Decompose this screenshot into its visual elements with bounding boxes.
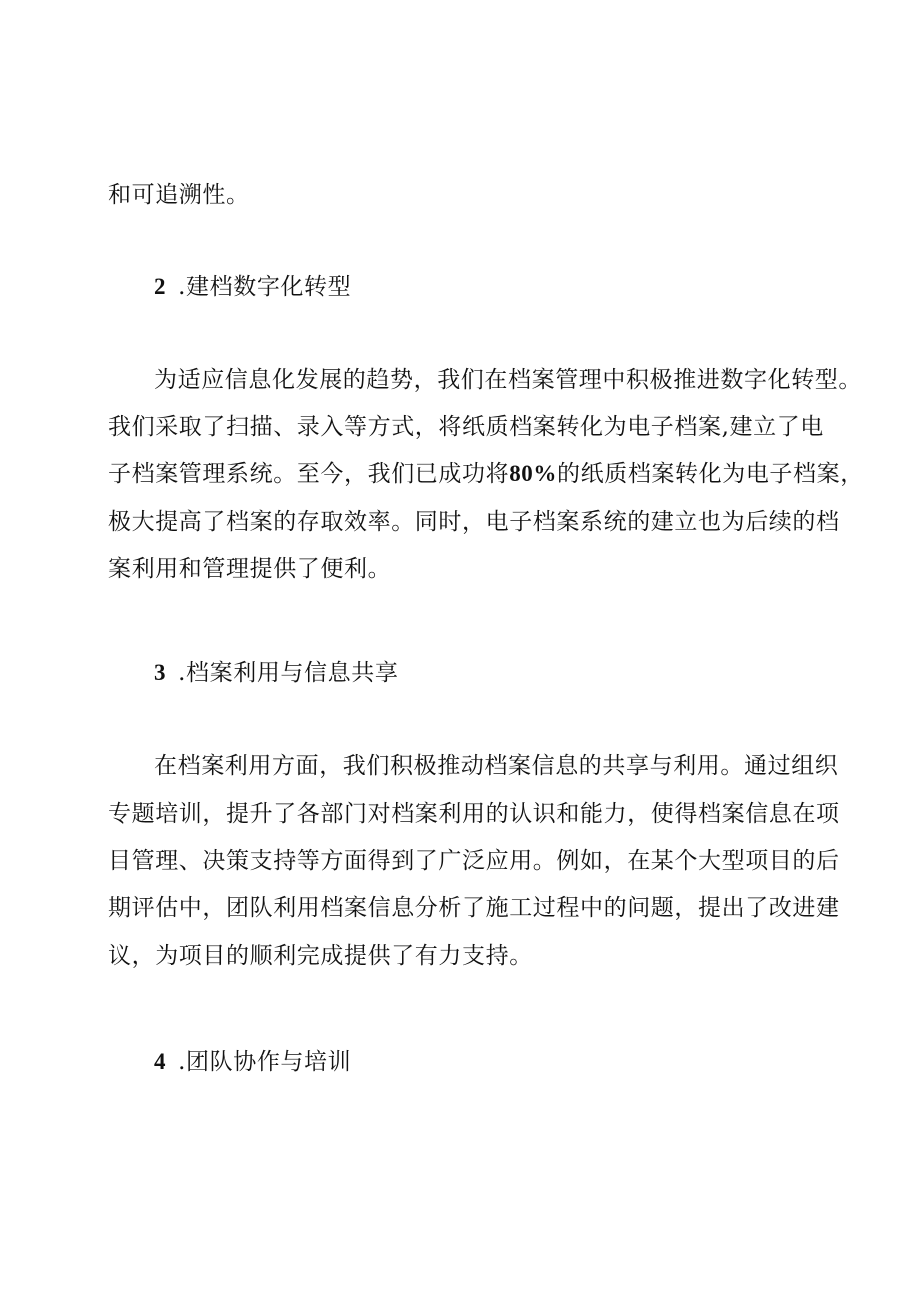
paragraph-line [108, 458, 864, 490]
section-number: 2 [154, 274, 167, 299]
paragraph-line: 在档案利用方面，我们积极推动档案信息的共享与利用。通过组织 [154, 753, 839, 779]
paragraph-line: 为适应信息化发展的趋势，我们在档案管理中积极推进数字化转型。 [154, 367, 862, 393]
percentage-value: 80% [509, 461, 558, 486]
section-heading-2 [154, 271, 351, 303]
section-title: .建档数字化转型 [178, 274, 352, 300]
section-heading-4 [154, 1046, 351, 1078]
paragraph-line: 专题培训，提升了各部门对档案利用的认识和能力，使得档案信息在项 [108, 801, 840, 827]
paragraph-line: 我们采取了扫描、录入等方式，将纸质档案转化为电子档案,建立了电 [108, 414, 824, 440]
text-segment: 的纸质档案转化为电子档案， [557, 461, 864, 487]
section-number: 4 [154, 1049, 167, 1074]
paragraph-line: 目管理、决策支持等方面得到了广泛应用。例如，在某个大型项目的后 [108, 848, 840, 874]
paragraph-line: 和可追溯性。 [108, 182, 250, 208]
paragraph-line: 极大提高了档案的存取效率。同时，电子档案系统的建立也为后续的档 [108, 509, 840, 535]
paragraph-line: 议，为项目的顺利完成提供了有力支持。 [108, 943, 533, 969]
paragraph-line: 期评估中，团队利用档案信息分析了施工过程中的问题，提出了改进建 [108, 895, 840, 921]
section-heading-3 [154, 657, 398, 689]
section-number: 3 [154, 660, 167, 685]
paragraph-line: 案利用和管理提供了便利。 [108, 556, 392, 582]
text-segment: 子档案管理系统。至今，我们已成功将 [108, 461, 510, 487]
section-title: .档案利用与信息共享 [178, 660, 399, 686]
section-title: .团队协作与培训 [178, 1049, 352, 1075]
